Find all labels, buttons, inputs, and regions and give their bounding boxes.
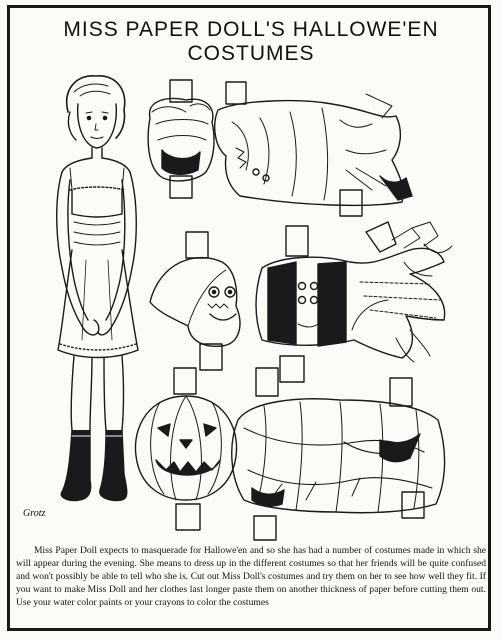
title-line-2: COSTUMES xyxy=(187,42,315,65)
instructions-paragraph: Miss Paper Doll expects to masquerade for Hallowe'en and so she has had a number of costumes made in which she will appear during the evening. She means to dress up in the different costumes so that her friends will be quite confused and won't possibly be able to tell who she is. Cut out Miss Doll's costumes and try them on her to see how well they fit. If you want to make Miss Doll and her clothes last longer paste them on another thickness of paper before cutting them out. Use your water color paints or your crayons to color the costumes xyxy=(16,544,486,609)
title-line-1: MISS PAPER DOLL'S HALLOWE'EN xyxy=(63,18,439,41)
costume-jester-middle xyxy=(256,222,452,382)
artist-signature: Grotz xyxy=(23,508,46,519)
paper-doll-figure xyxy=(57,76,138,501)
costume-pumpkin-head xyxy=(135,368,236,530)
costume-dress-top xyxy=(215,82,412,216)
costume-pumpkin-dress xyxy=(232,368,445,540)
costume-hat-top xyxy=(148,80,214,198)
costume-cap-middle xyxy=(150,232,240,370)
